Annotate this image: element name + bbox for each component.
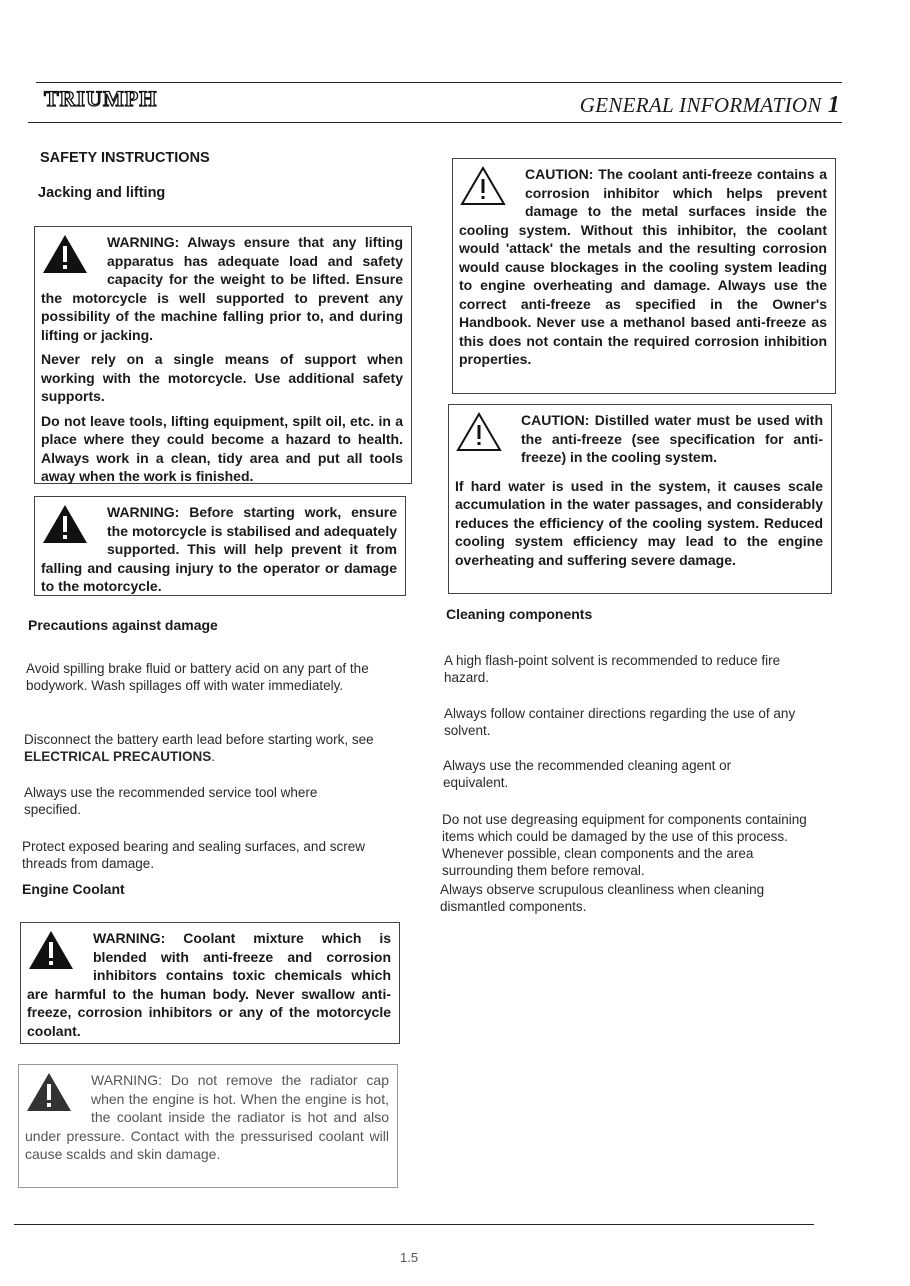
warning-radiator-text: WARNING: Do not remove the radiator cap when the engine is hot. When the engine is hot, the coolant inside the radiator is hot and also under pressure. Contact with the pressurised coolant will cause scalds and skin damage. [25,1072,389,1162]
section-number: 1 [827,92,840,118]
caution-box-antifreeze [452,158,836,394]
electrical-precautions-ref: ELECTRICAL PRECAUTIONS [24,749,212,764]
caution-hardwater-text: If hard water is used in the system, it causes scale accumulation in the water passages, and considerably reduces the efficiency of the cooling system. Reduced cooling system efficiency may lead to the engine overheating and suffering severe damage. [455,477,823,568]
svg-text:TRIUMPH: TRIUMPH [44,86,158,111]
warning-lifting-support-text: Never rely on a single means of support when working with the motorcycle. Use additional safety supports. [41,351,403,404]
footer-rule [14,1224,814,1225]
warning-lifting-hazard-text: Do not leave tools, lifting equipment, spilt oil, etc. in a place where they could become a hazard to health. Always work in a clean, tidy area and put all tools away when the work is finished. [41,412,403,484]
safety-heading: SAFETY INSTRUCTIONS [40,150,210,166]
warning-icon [41,503,97,547]
warning-icon [25,1071,81,1115]
precaution-protect-text: Protect exposed bearing and sealing surfaces, and screw threads from damage. [22,839,365,871]
precautions-heading: Precautions against damage [28,617,218,633]
page-number: 1.5 [400,1250,419,1265]
caution-distilled-text: CAUTION: Distilled water must be used with the anti-freeze (see specification for anti-freeze) in the cooling system. [521,412,823,465]
warning-icon [41,233,97,277]
caution-antifreeze-text: CAUTION: The coolant anti-freeze contains a corrosion inhibitor which helps prevent damage to the metal surfaces inside the cooling system. Without this inhibitor, the coolant would 'attack' the metals and the resulting corrosion would cause blockages in the cooling system leading to engine overheating and damage. Always use the correct anti-freeze as specified in the Owner's Handbook. Never use a methanol based anti-freeze as this does not contain the required corrosion inhibition properties. [459,166,827,367]
warning-stabilise-text: WARNING: Before starting work, ensure the motorcycle is stabilised and adequately supported. This will help prevent it from falling and causing injury to the operator or damage to the motorcycle. [41,504,397,594]
warning-box-lifting [34,226,412,484]
warning-box-coolant [20,922,400,1044]
cleaning-heading: Cleaning components [446,606,593,622]
cleaning-degreasing-text: Do not use degreasing equipment for components containing items which could be damaged by the use of this process. Whenever possible, clean components and the area surrounding them before removal. [442,812,807,878]
warning-icon [27,929,83,973]
warning-lifting-text: WARNING: Always ensure that any lifting apparatus has adequate load and safety capacity for the weight to be lifted. Ensure the motorcycle is well supported to prevent any possibility of the machine falling prior to, and during lifting or jacking. [41,234,403,343]
jacking-heading: Jacking and lifting [38,185,166,201]
precaution-battery-text: Disconnect the battery earth lead before starting work, see ELECTRICAL PRECAUTIONS. [24,732,374,764]
warning-box-stabilise [34,496,406,596]
triumph-logo [42,82,166,114]
warning-box-radiator [18,1064,398,1188]
cleaning-agent-text: Always use the recommended cleaning agent or equivalent. [443,758,732,790]
warning-coolant-text: WARNING: Coolant mixture which is blended with anti-freeze and corrosion inhibitors contains toxic chemicals which are harmful to the human body. Never swallow anti-freeze, corrosion inhibitors or any of the motorcycle coolant. [27,930,391,1039]
caution-icon [455,411,511,455]
precaution-spill-text: Avoid spilling brake fluid or battery acid on any part of the bodywork. Wash spillages off with water immediately. [26,661,369,693]
header-bottom-rule [28,122,842,123]
caution-icon [459,165,515,209]
caution-box-distilled [448,404,832,594]
cleaning-container-text: Always follow container directions regarding the use of any solvent. [444,706,796,738]
precaution-tool-text: Always use the recommended service tool where specified. [24,785,318,817]
cleaning-cleanliness-text: Always observe scrupulous cleanliness when cleaning dismantled components. [440,882,765,914]
section-title: GENERAL INFORMATION 1 [579,92,840,118]
cleaning-solvent-text: A high flash-point solvent is recommended to reduce fire hazard. [444,653,781,685]
coolant-heading: Engine Coolant [22,881,125,897]
